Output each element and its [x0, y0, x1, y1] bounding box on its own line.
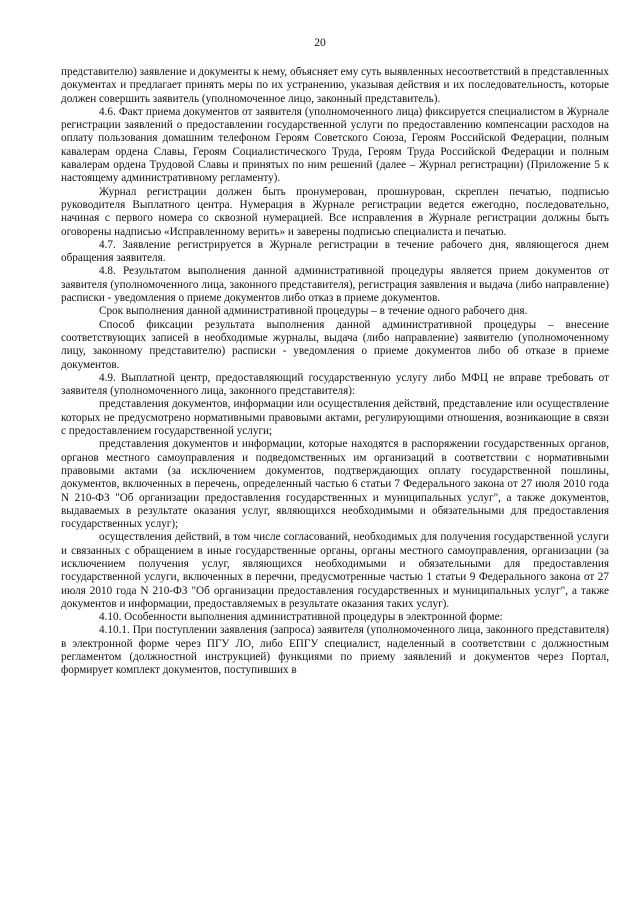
paragraph: 4.7. Заявление регистрируется в Журнале регистрации в течение рабочего дня, являющегося днем обращения заявителя. — [61, 238, 609, 265]
paragraph: 4.6. Факт приема документов от заявителя (уполномоченного лица) фиксируется специалистом в Журнале регистрации заявлений о предоставлении государственной услуги по предоставлению компенсации расходов на оплату пользования домашним телефоном Героям Советского Союза, Героям Российской Федерации, полным кавалерам ордена Славы, Героям Социалистического Труда, Героям Труда Российской Федерации и полным кавалерам ордена Трудовой Славы и принятых по ним решений (далее – Журнал регистрации) (Приложение 5 к настоящему административному регламенту). — [61, 105, 609, 185]
paragraph: Срок выполнения данной административной процедуры – в течение одного рабочего дня. — [99, 305, 528, 318]
paragraph: осуществления действий, в том числе согласований, необходимых для получения государственной услуги и связанных с обращением в иные государственные органы, органы местного самоуправления, организации (за исключением получения услуг, являющихся необходимыми и обязательными для предоставления государственной услуги, включенных в перечни, предусмотренные частью 1 статьи 9 Федерального закона от 27 июля 2010 года N 210-ФЗ "Об организации предоставления государственных и муниципальных услуг", а также документов и информации, предоставляемых в результате оказания таких услуг). — [61, 531, 609, 610]
paragraph: 4.9. Выплатной центр, предоставляющий государственную услугу либо МФЦ не вправе требовать от заявителя (уполномоченного лица, законного представителя): — [61, 371, 609, 398]
document-body — [61, 66, 609, 678]
paragraph: представления документов, информации или осуществления действий, представление или осуществление которых не предусмотрено нормативными правовыми актами, регулирующими отношения, возникающие в связи с предоставлением государственной услуги; — [61, 398, 609, 438]
paragraph: представления документов и информации, которые находятся в распоряжении государственных органов, органов местного самоуправления и подведомственных им организаций в соответствии с нормативными правовыми актами (за исключением документов, подтверждающих оплату государственной пошлины, документов, включенных в перечень, определенный частью 6 статьи 7 Федерального закона от 27 июля 2010 года N 210-ФЗ "Об организации предоставления государственных и муниципальных услуг", а также документов, выдаваемых в результате оказания услуг, являющихся необходимыми и обязательными для предоставления государственных услуг); — [61, 438, 609, 531]
page-number: 20 — [314, 37, 326, 49]
paragraph: Способ фиксации результата выполнения данной административной процедуры – внесение соответствующих записей в необходимые журналы, выдача (либо направление) заявителю (уполномоченному лицу, законному представителю) расписки - уведомления о приеме документов либо об отказе в приеме документов. — [61, 318, 609, 371]
paragraph: Журнал регистрации должен быть пронумерован, прошнурован, скреплен печатью, подписью руководителя Выплатного центра. Нумерация в Журнале регистрации ведется ежегодно, последовательно, начиная с первого номера со сквозной нумерацией. Все исправления в Журнале регистрации должны быть оговорены надписью «Исправленному верить» и заверены подписью специалиста и печатью. — [61, 185, 609, 238]
paragraph: 4.10. Особенности выполнения административной процедуры в электронной форме: — [99, 611, 503, 624]
paragraph: представителю) заявление и документы к нему, объясняет ему суть выявленных несоответствий в представленных документах и предлагает принять меры по их устранению, указывая действия и их последовательность, которые должен совершить заявитель (уполномоченное лицо, законный представитель). — [61, 66, 609, 105]
paragraph: 4.8. Результатом выполнения данной административной процедуры является прием документов от заявителя (уполномоченного лица, законного представителя), регистрация заявления и выдача (либо направление) расписки - уведомления о приеме документов либо отказ в приеме документов. — [61, 265, 609, 305]
paragraph: 4.10.1. При поступлении заявления (запроса) заявителя (уполномоченного лица, законного представителя) в электронной форме через ПГУ ЛО, либо ЕПГУ специалист, наделенный в соответствии с должностным регламентом (должностной инструкцией) функциями по приему заявлений и документов через Портал, формирует комплект документов, поступивших в — [61, 624, 609, 677]
